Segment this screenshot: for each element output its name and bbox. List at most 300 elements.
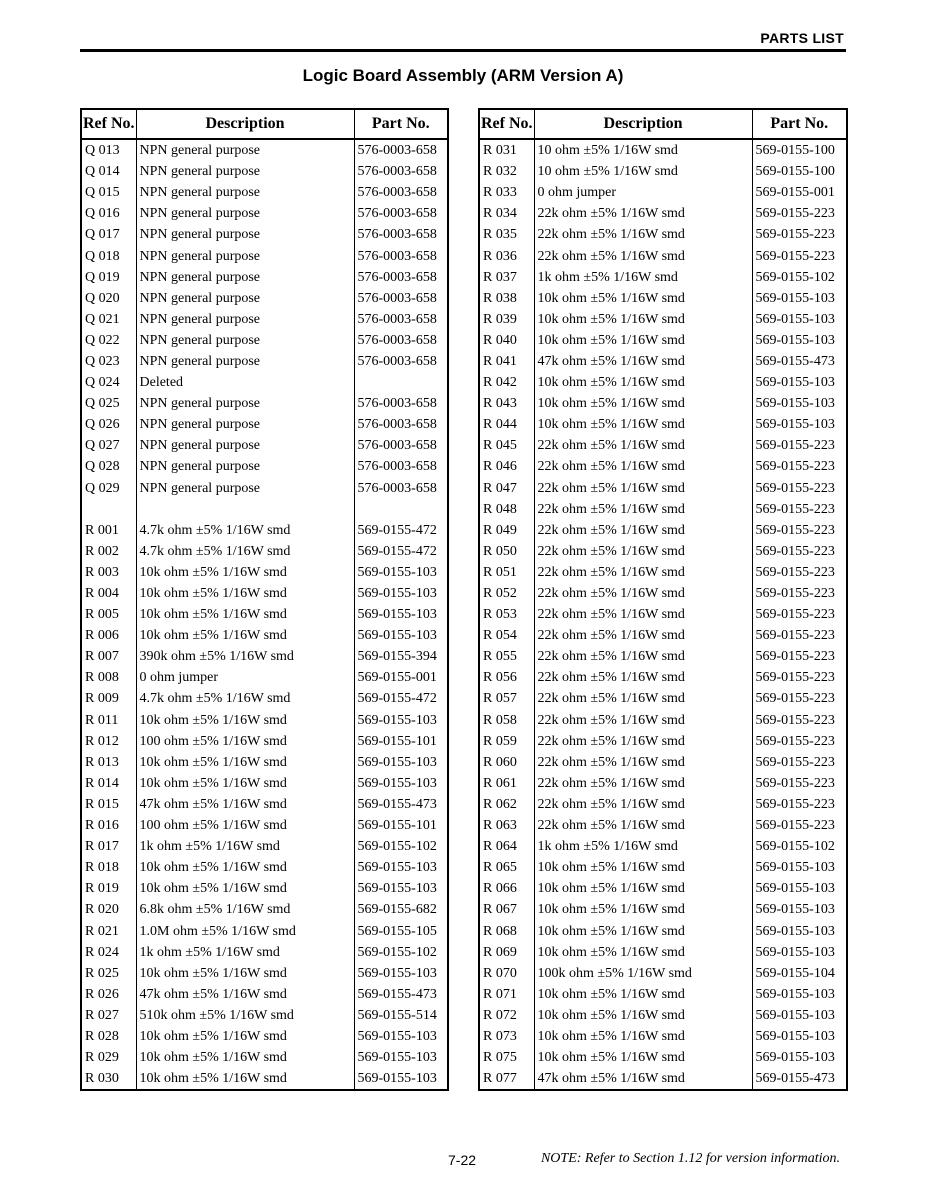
- table-row: [81, 984, 448, 1005]
- part-no-cell: 569-0155-103: [354, 878, 448, 899]
- description-cell: 10k ohm ±5% 1/16W smd: [534, 1005, 752, 1026]
- description-cell: 10k ohm ±5% 1/16W smd: [136, 752, 354, 773]
- table-row: [479, 1005, 847, 1026]
- part-no-cell: 569-0155-223: [752, 604, 847, 625]
- table-header-row: [81, 109, 448, 139]
- ref-no-cell: R 044: [479, 414, 534, 435]
- part-no-cell: 569-0155-001: [752, 182, 847, 203]
- part-no-cell: 569-0155-103: [354, 1026, 448, 1047]
- ref-no-cell: R 045: [479, 435, 534, 456]
- part-no-cell: 576-0003-658: [354, 435, 448, 456]
- table-row: [81, 773, 448, 794]
- description-cell: 10k ohm ±5% 1/16W smd: [534, 1047, 752, 1068]
- ref-no-cell: R 034: [479, 203, 534, 224]
- col-header-description: Description: [534, 109, 752, 139]
- ref-no-cell: R 025: [81, 963, 136, 984]
- description-cell: 22k ohm ±5% 1/16W smd: [534, 667, 752, 688]
- table-row: [479, 583, 847, 604]
- table-body-right: [479, 139, 847, 1090]
- table-row: [81, 710, 448, 731]
- ref-no-cell: R 077: [479, 1068, 534, 1090]
- part-no-cell: 569-0155-223: [752, 245, 847, 266]
- ref-no-cell: R 007: [81, 646, 136, 667]
- description-cell: NPN general purpose: [136, 182, 354, 203]
- table-row: [81, 604, 448, 625]
- description-cell: 22k ohm ±5% 1/16W smd: [534, 604, 752, 625]
- part-no-cell: 569-0155-103: [354, 562, 448, 583]
- table-row: [479, 963, 847, 984]
- part-no-cell: 569-0155-103: [752, 1005, 847, 1026]
- part-no-cell: 569-0155-223: [752, 688, 847, 709]
- ref-no-cell: R 004: [81, 583, 136, 604]
- description-cell: 10k ohm ±5% 1/16W smd: [136, 857, 354, 878]
- description-cell: 10k ohm ±5% 1/16W smd: [136, 963, 354, 984]
- description-cell: NPN general purpose: [136, 161, 354, 182]
- ref-no-cell: R 059: [479, 731, 534, 752]
- part-no-cell: 569-0155-100: [752, 139, 847, 161]
- part-no-cell: 569-0155-223: [752, 773, 847, 794]
- description-cell: NPN general purpose: [136, 351, 354, 372]
- part-no-cell: 569-0155-103: [354, 583, 448, 604]
- table-header-row: [479, 109, 847, 139]
- table-row: [81, 815, 448, 836]
- description-cell: 22k ohm ±5% 1/16W smd: [534, 435, 752, 456]
- part-no-cell: 569-0155-223: [752, 224, 847, 245]
- table-row: [479, 161, 847, 182]
- description-cell: 10k ohm ±5% 1/16W smd: [534, 942, 752, 963]
- ref-no-cell: R 027: [81, 1005, 136, 1026]
- ref-no-cell: R 052: [479, 583, 534, 604]
- ref-no-cell: R 070: [479, 963, 534, 984]
- part-no-cell: [354, 499, 448, 520]
- description-cell: 10 ohm ±5% 1/16W smd: [534, 161, 752, 182]
- description-cell: 22k ohm ±5% 1/16W smd: [534, 625, 752, 646]
- part-no-cell: 569-0155-472: [354, 520, 448, 541]
- description-cell: 22k ohm ±5% 1/16W smd: [534, 224, 752, 245]
- table-row: [81, 414, 448, 435]
- table-row: [479, 245, 847, 266]
- description-cell: 22k ohm ±5% 1/16W smd: [534, 520, 752, 541]
- part-no-cell: 569-0155-223: [752, 456, 847, 477]
- part-no-cell: 569-0155-102: [752, 836, 847, 857]
- description-cell: NPN general purpose: [136, 288, 354, 309]
- table-row: [479, 646, 847, 667]
- description-cell: 22k ohm ±5% 1/16W smd: [534, 478, 752, 499]
- part-no-cell: 569-0155-223: [752, 435, 847, 456]
- part-no-cell: 569-0155-223: [752, 710, 847, 731]
- part-no-cell: 569-0155-103: [752, 920, 847, 941]
- ref-no-cell: R 057: [479, 688, 534, 709]
- part-no-cell: 569-0155-103: [752, 899, 847, 920]
- table-row: [479, 330, 847, 351]
- part-no-cell: 569-0155-514: [354, 1005, 448, 1026]
- part-no-cell: 569-0155-103: [752, 393, 847, 414]
- part-no-cell: 569-0155-103: [354, 1047, 448, 1068]
- description-cell: NPN general purpose: [136, 393, 354, 414]
- part-no-cell: 576-0003-658: [354, 161, 448, 182]
- description-cell: 47k ohm ±5% 1/16W smd: [136, 984, 354, 1005]
- page-title: Logic Board Assembly (ARM Version A): [302, 66, 624, 85]
- part-no-cell: 576-0003-658: [354, 393, 448, 414]
- ref-no-cell: Q 025: [81, 393, 136, 414]
- ref-no-cell: R 028: [81, 1026, 136, 1047]
- ref-no-cell: R 002: [81, 541, 136, 562]
- part-no-cell: 569-0155-473: [354, 984, 448, 1005]
- table-row: [81, 309, 448, 330]
- ref-no-cell: R 066: [479, 878, 534, 899]
- part-no-cell: 569-0155-473: [354, 794, 448, 815]
- page-number: 7-22: [448, 1152, 477, 1168]
- ref-no-cell: [81, 499, 136, 520]
- ref-no-cell: R 047: [479, 478, 534, 499]
- description-cell: 10k ohm ±5% 1/16W smd: [534, 372, 752, 393]
- ref-no-cell: R 058: [479, 710, 534, 731]
- table-row: [81, 224, 448, 245]
- part-no-cell: 569-0155-223: [752, 520, 847, 541]
- table-row: [81, 688, 448, 709]
- table-row: [479, 773, 847, 794]
- ref-no-cell: Q 019: [81, 267, 136, 288]
- description-cell: 6.8k ohm ±5% 1/16W smd: [136, 899, 354, 920]
- ref-no-cell: Q 023: [81, 351, 136, 372]
- part-no-cell: 569-0155-103: [752, 330, 847, 351]
- part-no-cell: 569-0155-103: [354, 963, 448, 984]
- table-row: [479, 794, 847, 815]
- table-row: [479, 857, 847, 878]
- table-row: [479, 836, 847, 857]
- part-no-cell: 569-0155-102: [752, 267, 847, 288]
- ref-no-cell: R 041: [479, 351, 534, 372]
- description-cell: Deleted: [136, 372, 354, 393]
- table-row: [81, 942, 448, 963]
- table-row: [81, 1026, 448, 1047]
- table-row: [81, 435, 448, 456]
- col-header-ref-no: Ref No.: [81, 109, 136, 139]
- ref-no-cell: R 055: [479, 646, 534, 667]
- part-no-cell: 576-0003-658: [354, 182, 448, 203]
- ref-no-cell: R 015: [81, 794, 136, 815]
- part-no-cell: 576-0003-658: [354, 309, 448, 330]
- ref-no-cell: R 072: [479, 1005, 534, 1026]
- table-row: [479, 139, 847, 161]
- description-cell: 22k ohm ±5% 1/16W smd: [534, 583, 752, 604]
- part-no-cell: 576-0003-658: [354, 245, 448, 266]
- part-no-cell: 569-0155-223: [752, 562, 847, 583]
- parts-table-left: [80, 108, 449, 1091]
- part-no-cell: 569-0155-104: [752, 963, 847, 984]
- ref-no-cell: R 029: [81, 1047, 136, 1068]
- part-no-cell: 576-0003-658: [354, 288, 448, 309]
- ref-no-cell: R 054: [479, 625, 534, 646]
- ref-no-cell: R 068: [479, 920, 534, 941]
- ref-no-cell: R 039: [479, 309, 534, 330]
- ref-no-cell: Q 017: [81, 224, 136, 245]
- description-cell: NPN general purpose: [136, 414, 354, 435]
- part-no-cell: 569-0155-101: [354, 815, 448, 836]
- description-cell: 4.7k ohm ±5% 1/16W smd: [136, 520, 354, 541]
- table-row: [479, 351, 847, 372]
- ref-no-cell: R 060: [479, 752, 534, 773]
- ref-no-cell: R 048: [479, 499, 534, 520]
- table-row: [81, 351, 448, 372]
- ref-no-cell: R 035: [479, 224, 534, 245]
- table-row: [479, 752, 847, 773]
- ref-no-cell: R 049: [479, 520, 534, 541]
- ref-no-cell: R 033: [479, 182, 534, 203]
- table-row: [81, 920, 448, 941]
- ref-no-cell: R 046: [479, 456, 534, 477]
- ref-no-cell: R 067: [479, 899, 534, 920]
- ref-no-cell: R 075: [479, 1047, 534, 1068]
- description-cell: 22k ohm ±5% 1/16W smd: [534, 794, 752, 815]
- table-row: [479, 688, 847, 709]
- description-cell: 10 ohm ±5% 1/16W smd: [534, 139, 752, 161]
- description-cell: NPN general purpose: [136, 203, 354, 224]
- part-no-cell: 569-0155-223: [752, 583, 847, 604]
- table-row: [479, 815, 847, 836]
- ref-no-cell: R 063: [479, 815, 534, 836]
- ref-no-cell: Q 027: [81, 435, 136, 456]
- ref-no-cell: R 042: [479, 372, 534, 393]
- table-row: [479, 520, 847, 541]
- section-label: PARTS LIST: [760, 30, 844, 46]
- table-row: [81, 899, 448, 920]
- description-cell: NPN general purpose: [136, 245, 354, 266]
- part-no-cell: 569-0155-223: [752, 667, 847, 688]
- ref-no-cell: R 064: [479, 836, 534, 857]
- description-cell: 4.7k ohm ±5% 1/16W smd: [136, 688, 354, 709]
- part-no-cell: 569-0155-223: [752, 478, 847, 499]
- ref-no-cell: R 051: [479, 562, 534, 583]
- description-cell: 10k ohm ±5% 1/16W smd: [136, 1068, 354, 1090]
- description-cell: 10k ohm ±5% 1/16W smd: [136, 710, 354, 731]
- description-cell: 10k ohm ±5% 1/16W smd: [136, 583, 354, 604]
- part-no-cell: 569-0155-103: [354, 604, 448, 625]
- table-row: [479, 731, 847, 752]
- ref-no-cell: R 008: [81, 667, 136, 688]
- ref-no-cell: R 056: [479, 667, 534, 688]
- description-cell: NPN general purpose: [136, 139, 354, 161]
- part-no-cell: 569-0155-103: [354, 710, 448, 731]
- table-row: [479, 414, 847, 435]
- part-no-cell: 569-0155-103: [752, 878, 847, 899]
- part-no-cell: 569-0155-223: [752, 541, 847, 562]
- description-cell: 10k ohm ±5% 1/16W smd: [136, 625, 354, 646]
- part-no-cell: 576-0003-658: [354, 414, 448, 435]
- description-cell: 10k ohm ±5% 1/16W smd: [534, 414, 752, 435]
- ref-no-cell: R 053: [479, 604, 534, 625]
- ref-no-cell: R 073: [479, 1026, 534, 1047]
- ref-no-cell: Q 013: [81, 139, 136, 161]
- part-no-cell: 569-0155-473: [752, 1068, 847, 1090]
- description-cell: 510k ohm ±5% 1/16W smd: [136, 1005, 354, 1026]
- description-cell: 1k ohm ±5% 1/16W smd: [534, 836, 752, 857]
- table-row: [81, 541, 448, 562]
- table-row: [479, 942, 847, 963]
- description-cell: 22k ohm ±5% 1/16W smd: [534, 710, 752, 731]
- table-row: [81, 267, 448, 288]
- table-row: [479, 456, 847, 477]
- table-row: [479, 920, 847, 941]
- ref-no-cell: Q 016: [81, 203, 136, 224]
- description-cell: NPN general purpose: [136, 267, 354, 288]
- ref-no-cell: R 017: [81, 836, 136, 857]
- description-cell: 10k ohm ±5% 1/16W smd: [534, 330, 752, 351]
- part-no-cell: 569-0155-100: [752, 161, 847, 182]
- table-row: [81, 878, 448, 899]
- description-cell: 22k ohm ±5% 1/16W smd: [534, 815, 752, 836]
- ref-no-cell: R 037: [479, 267, 534, 288]
- ref-no-cell: R 003: [81, 562, 136, 583]
- table-row: [479, 667, 847, 688]
- part-no-cell: 569-0155-223: [752, 203, 847, 224]
- description-cell: 47k ohm ±5% 1/16W smd: [534, 1068, 752, 1090]
- part-no-cell: 569-0155-103: [752, 984, 847, 1005]
- ref-no-cell: R 020: [81, 899, 136, 920]
- ref-no-cell: Q 024: [81, 372, 136, 393]
- part-no-cell: 576-0003-658: [354, 203, 448, 224]
- table-row: [81, 520, 448, 541]
- ref-no-cell: R 009: [81, 688, 136, 709]
- description-cell: 22k ohm ±5% 1/16W smd: [534, 541, 752, 562]
- part-no-cell: 576-0003-658: [354, 267, 448, 288]
- col-header-part-no: Part No.: [354, 109, 448, 139]
- table-row: [81, 963, 448, 984]
- table-row: [479, 878, 847, 899]
- part-no-cell: 576-0003-658: [354, 224, 448, 245]
- part-no-cell: 569-0155-103: [752, 372, 847, 393]
- part-no-cell: 569-0155-103: [752, 857, 847, 878]
- table-row: [81, 625, 448, 646]
- description-cell: 1.0M ohm ±5% 1/16W smd: [136, 920, 354, 941]
- ref-no-cell: R 036: [479, 245, 534, 266]
- table-row: [81, 1005, 448, 1026]
- table-row: [479, 984, 847, 1005]
- description-cell: 10k ohm ±5% 1/16W smd: [136, 773, 354, 794]
- description-cell: 10k ohm ±5% 1/16W smd: [534, 878, 752, 899]
- description-cell: NPN general purpose: [136, 309, 354, 330]
- col-header-part-no: Part No.: [752, 109, 847, 139]
- description-cell: 1k ohm ±5% 1/16W smd: [534, 267, 752, 288]
- table-row: [479, 224, 847, 245]
- description-cell: 1k ohm ±5% 1/16W smd: [136, 942, 354, 963]
- ref-no-cell: R 012: [81, 731, 136, 752]
- table-row: [479, 710, 847, 731]
- ref-no-cell: R 061: [479, 773, 534, 794]
- table-row: [479, 1047, 847, 1068]
- part-no-cell: 569-0155-103: [752, 942, 847, 963]
- ref-no-cell: Q 015: [81, 182, 136, 203]
- description-cell: 10k ohm ±5% 1/16W smd: [534, 920, 752, 941]
- description-cell: NPN general purpose: [136, 224, 354, 245]
- description-cell: 22k ohm ±5% 1/16W smd: [534, 773, 752, 794]
- ref-no-cell: Q 020: [81, 288, 136, 309]
- description-cell: 47k ohm ±5% 1/16W smd: [136, 794, 354, 815]
- part-no-cell: 569-0155-103: [752, 1026, 847, 1047]
- table-row: [81, 499, 448, 520]
- description-cell: 22k ohm ±5% 1/16W smd: [534, 646, 752, 667]
- description-cell: 10k ohm ±5% 1/16W smd: [136, 878, 354, 899]
- ref-no-cell: R 043: [479, 393, 534, 414]
- ref-no-cell: R 005: [81, 604, 136, 625]
- table-row: [81, 393, 448, 414]
- ref-no-cell: R 040: [479, 330, 534, 351]
- description-cell: 10k ohm ±5% 1/16W smd: [534, 899, 752, 920]
- table-row: [81, 203, 448, 224]
- part-no-cell: 569-0155-103: [354, 625, 448, 646]
- description-cell: NPN general purpose: [136, 456, 354, 477]
- part-no-cell: 569-0155-103: [752, 288, 847, 309]
- ref-no-cell: R 050: [479, 541, 534, 562]
- description-cell: 10k ohm ±5% 1/16W smd: [136, 1047, 354, 1068]
- part-no-cell: 569-0155-103: [354, 773, 448, 794]
- col-header-ref-no: Ref No.: [479, 109, 534, 139]
- ref-no-cell: R 038: [479, 288, 534, 309]
- part-no-cell: 569-0155-223: [752, 752, 847, 773]
- part-no-cell: 569-0155-682: [354, 899, 448, 920]
- part-no-cell: 569-0155-103: [354, 752, 448, 773]
- part-no-cell: 569-0155-103: [752, 1047, 847, 1068]
- table-row: [81, 731, 448, 752]
- table-row: [479, 899, 847, 920]
- table-row: [479, 604, 847, 625]
- description-cell: 22k ohm ±5% 1/16W smd: [534, 562, 752, 583]
- description-cell: 4.7k ohm ±5% 1/16W smd: [136, 541, 354, 562]
- part-no-cell: 569-0155-223: [752, 499, 847, 520]
- table-row: [81, 330, 448, 351]
- table-row: [81, 752, 448, 773]
- part-no-cell: 569-0155-103: [354, 1068, 448, 1090]
- ref-no-cell: R 014: [81, 773, 136, 794]
- ref-no-cell: Q 014: [81, 161, 136, 182]
- table-row: [81, 1068, 448, 1090]
- part-no-cell: 569-0155-105: [354, 920, 448, 941]
- ref-no-cell: R 016: [81, 815, 136, 836]
- table-row: [479, 1026, 847, 1047]
- table-row: [479, 393, 847, 414]
- description-cell: 47k ohm ±5% 1/16W smd: [534, 351, 752, 372]
- ref-no-cell: R 071: [479, 984, 534, 1005]
- table-row: [479, 372, 847, 393]
- table-row: [479, 1068, 847, 1090]
- table-row: [81, 794, 448, 815]
- description-cell: 22k ohm ±5% 1/16W smd: [534, 499, 752, 520]
- part-no-cell: 569-0155-001: [354, 667, 448, 688]
- table-row: [81, 646, 448, 667]
- part-no-cell: 569-0155-102: [354, 836, 448, 857]
- table-row: [479, 288, 847, 309]
- ref-no-cell: R 026: [81, 984, 136, 1005]
- table-row: [81, 161, 448, 182]
- table-row: [81, 288, 448, 309]
- description-cell: 10k ohm ±5% 1/16W smd: [534, 1026, 752, 1047]
- table-row: [479, 203, 847, 224]
- part-no-cell: 569-0155-103: [354, 857, 448, 878]
- part-no-cell: 576-0003-658: [354, 478, 448, 499]
- part-no-cell: 569-0155-473: [752, 351, 847, 372]
- table-row: [479, 309, 847, 330]
- description-cell: 10k ohm ±5% 1/16W smd: [136, 1026, 354, 1047]
- part-no-cell: 569-0155-223: [752, 794, 847, 815]
- ref-no-cell: Q 022: [81, 330, 136, 351]
- table-row: [479, 267, 847, 288]
- description-cell: NPN general purpose: [136, 330, 354, 351]
- ref-no-cell: R 030: [81, 1068, 136, 1090]
- ref-no-cell: R 021: [81, 920, 136, 941]
- part-no-cell: 569-0155-472: [354, 541, 448, 562]
- table-row: [479, 562, 847, 583]
- description-cell: 22k ohm ±5% 1/16W smd: [534, 752, 752, 773]
